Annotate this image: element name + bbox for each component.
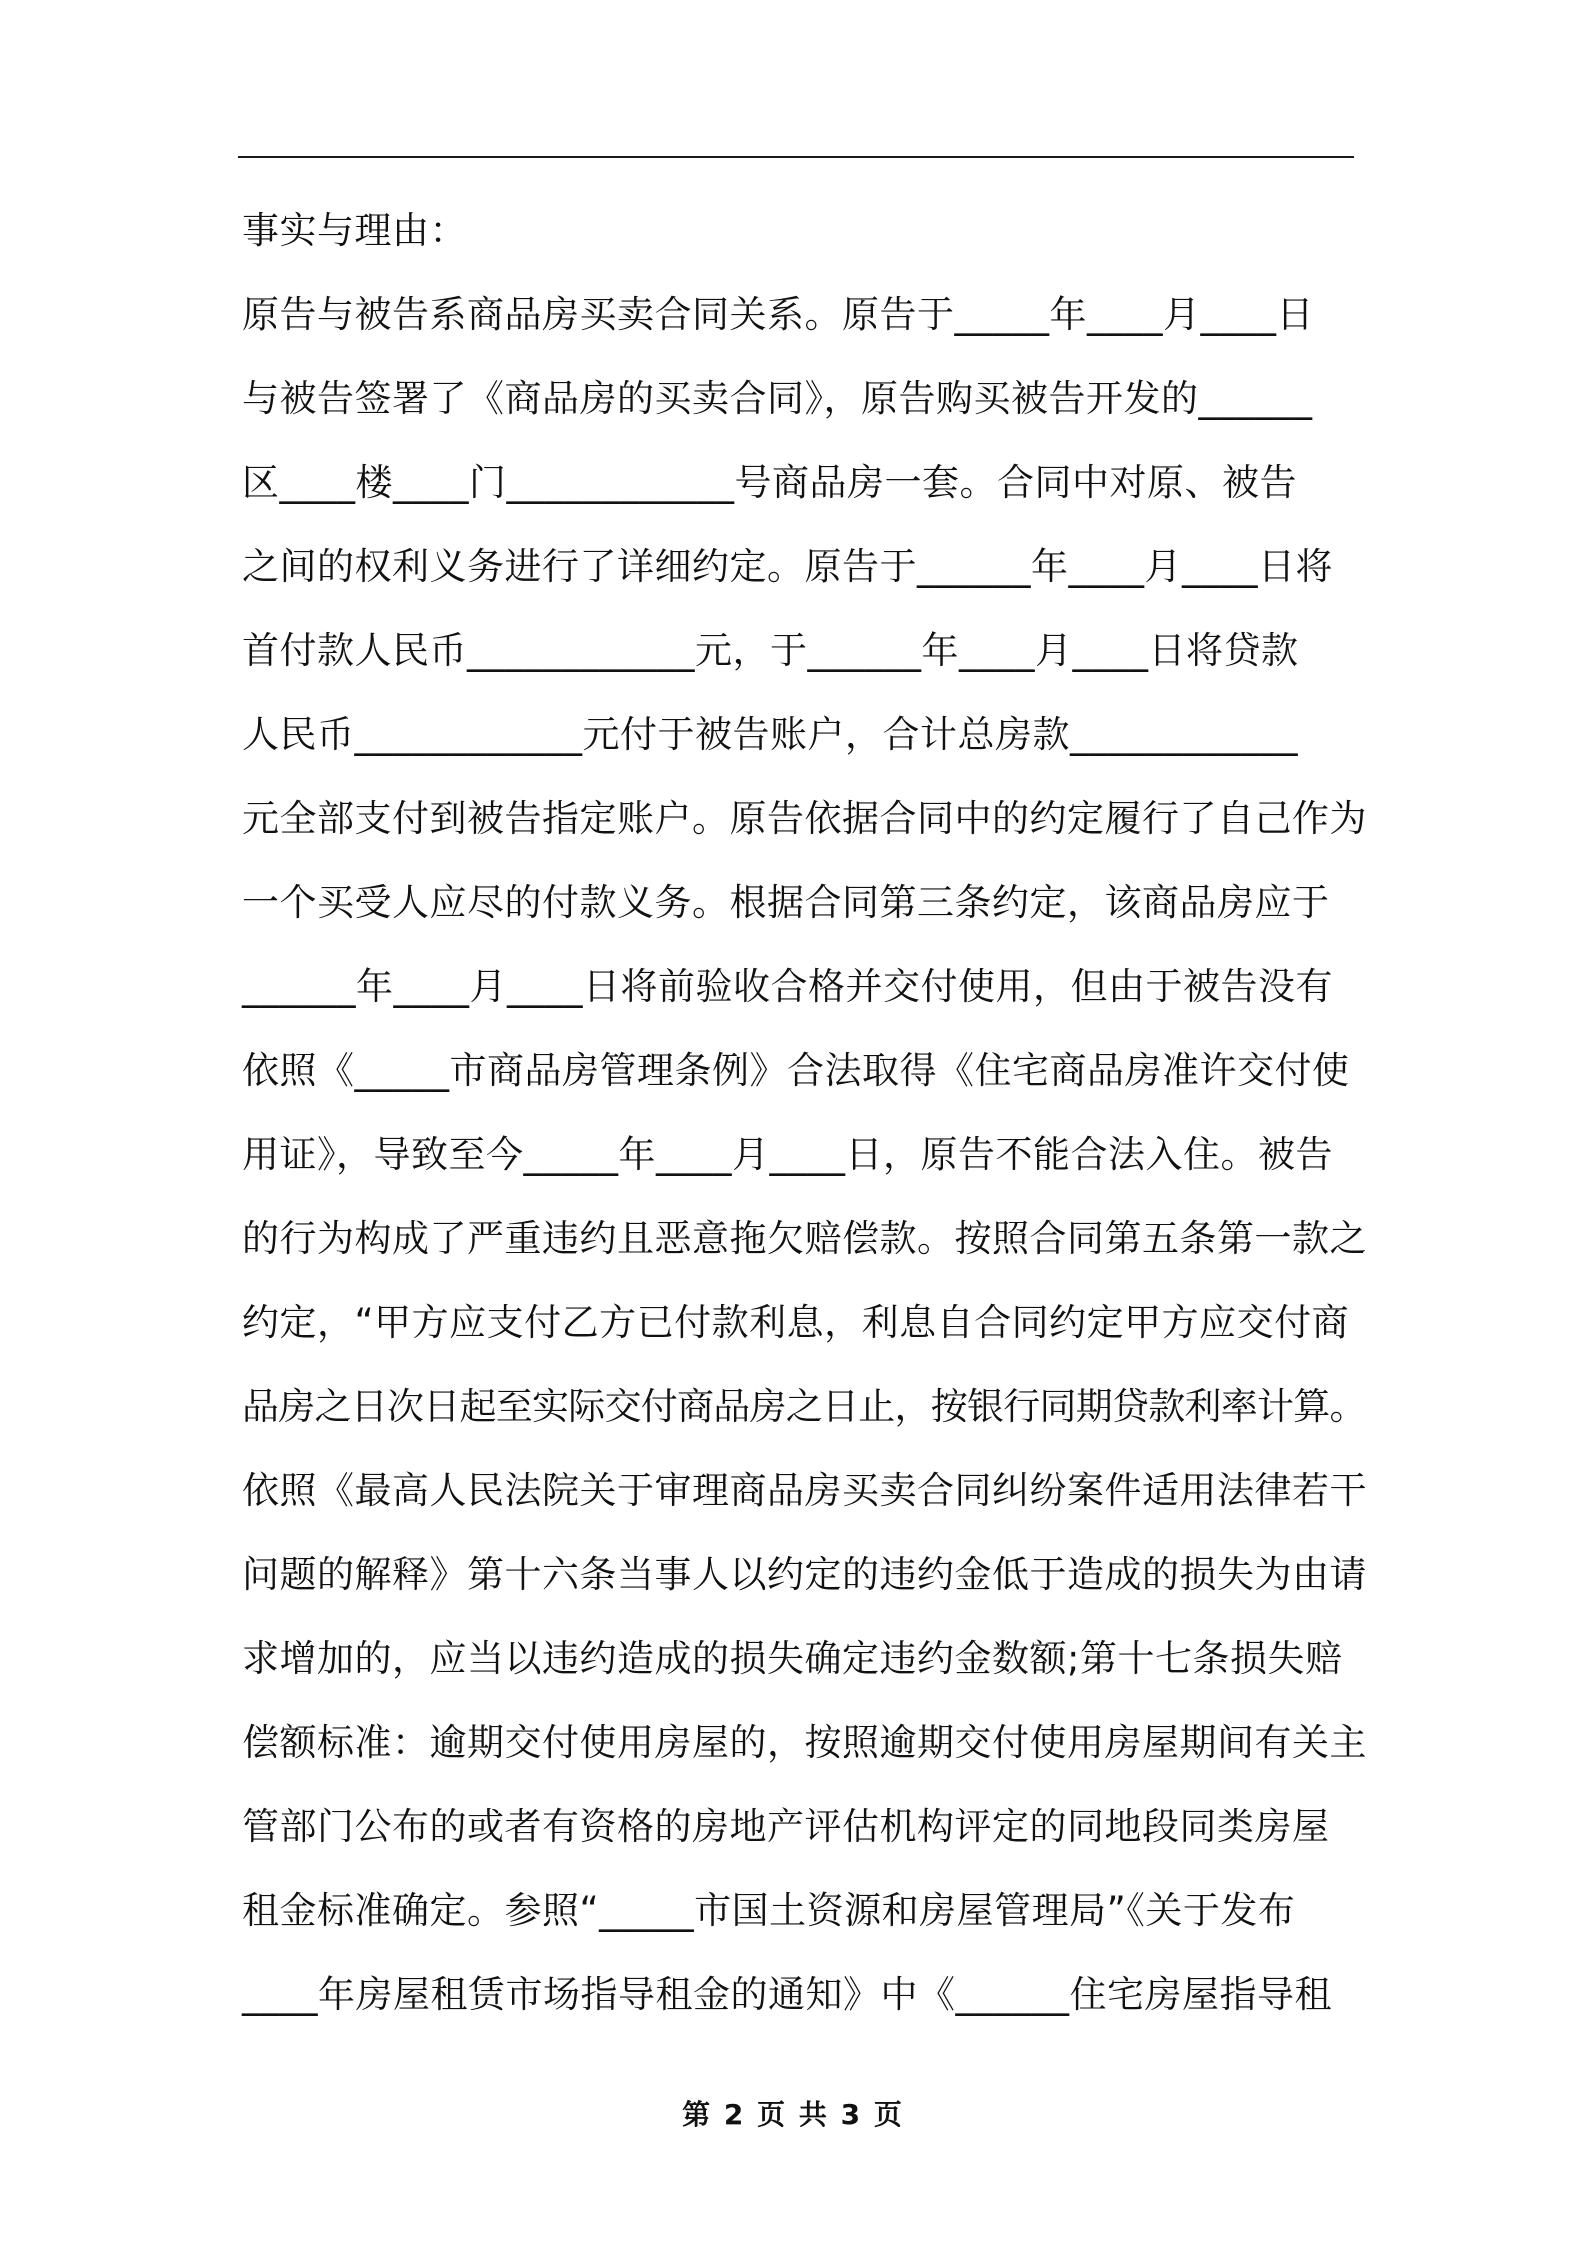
body-line: 依照《_____市商品房管理条例》合法取得《住宅商品房准许交付使	[242, 1049, 1350, 1092]
body-line: 首付款人民币____________元，于______年____月____日将贷款	[242, 629, 1299, 672]
body-line: 区____楼____门____________号商品房一套。合同中对原、被告	[242, 461, 1297, 504]
body-line: 的行为构成了严重违约且恶意拖欠赔偿款。按照合同第五条第一款之	[242, 1217, 1367, 1260]
body-line: 一个买受人应尽的付款义务。根据合同第三条约定，该商品房应于	[242, 881, 1330, 924]
body-line: 约定，“甲方应支付乙方已付款利息，利息自合同约定甲方应交付商	[242, 1301, 1350, 1344]
body-line: 人民币____________元付于被告账户，合计总房款____________	[242, 713, 1298, 756]
header-rule	[238, 156, 1354, 158]
body-line: 原告与被告系商品房买卖合同关系。原告于_____年____月____日	[242, 293, 1314, 336]
body-line: 之间的权利义务进行了详细约定。原告于______年____月____日将	[242, 545, 1333, 588]
body-line: 品房之日次日起至实际交付商品房之日止，按银行同期贷款利率计算。	[242, 1385, 1366, 1428]
page-number: 第 2 页 共 3 页	[682, 2098, 904, 2131]
body-line: ______年____月____日将前验收合格并交付使用，但由于被告没有	[242, 965, 1333, 1008]
body-line: 管部门公布的或者有资格的房地产评估机构评定的同地段同类房屋	[242, 1805, 1330, 1848]
body-line: 元全部支付到被告指定账户。原告依据合同中的约定履行了自己作为	[242, 797, 1367, 840]
body-line: ____年房屋租赁市场指导租金的通知》中《______住宅房屋指导租	[242, 1973, 1332, 2016]
body-line: 租金标准确定。参照“_____市国土资源和房屋管理局”《关于发布	[242, 1889, 1296, 1932]
section-heading: 事实与理由：	[242, 209, 467, 252]
body-line: 求增加的，应当以违约造成的损失确定违约金数额;第十七条损失赔	[242, 1637, 1343, 1680]
body-line: 依照《最高人民法院关于审理商品房买卖合同纠纷案件适用法律若干	[242, 1469, 1367, 1512]
body-line: 偿额标准：逾期交付使用房屋的，按照逾期交付使用房屋期间有关主	[242, 1721, 1367, 1764]
body-line: 问题的解释》第十六条当事人以约定的违约金低于造成的损失为由请	[242, 1553, 1367, 1596]
body-line: 用证》，导致至今_____年____月____日，原告不能合法入住。被告	[242, 1133, 1333, 1176]
body-line: 与被告签署了《商品房的买卖合同》，原告购买被告开发的______	[242, 377, 1313, 420]
